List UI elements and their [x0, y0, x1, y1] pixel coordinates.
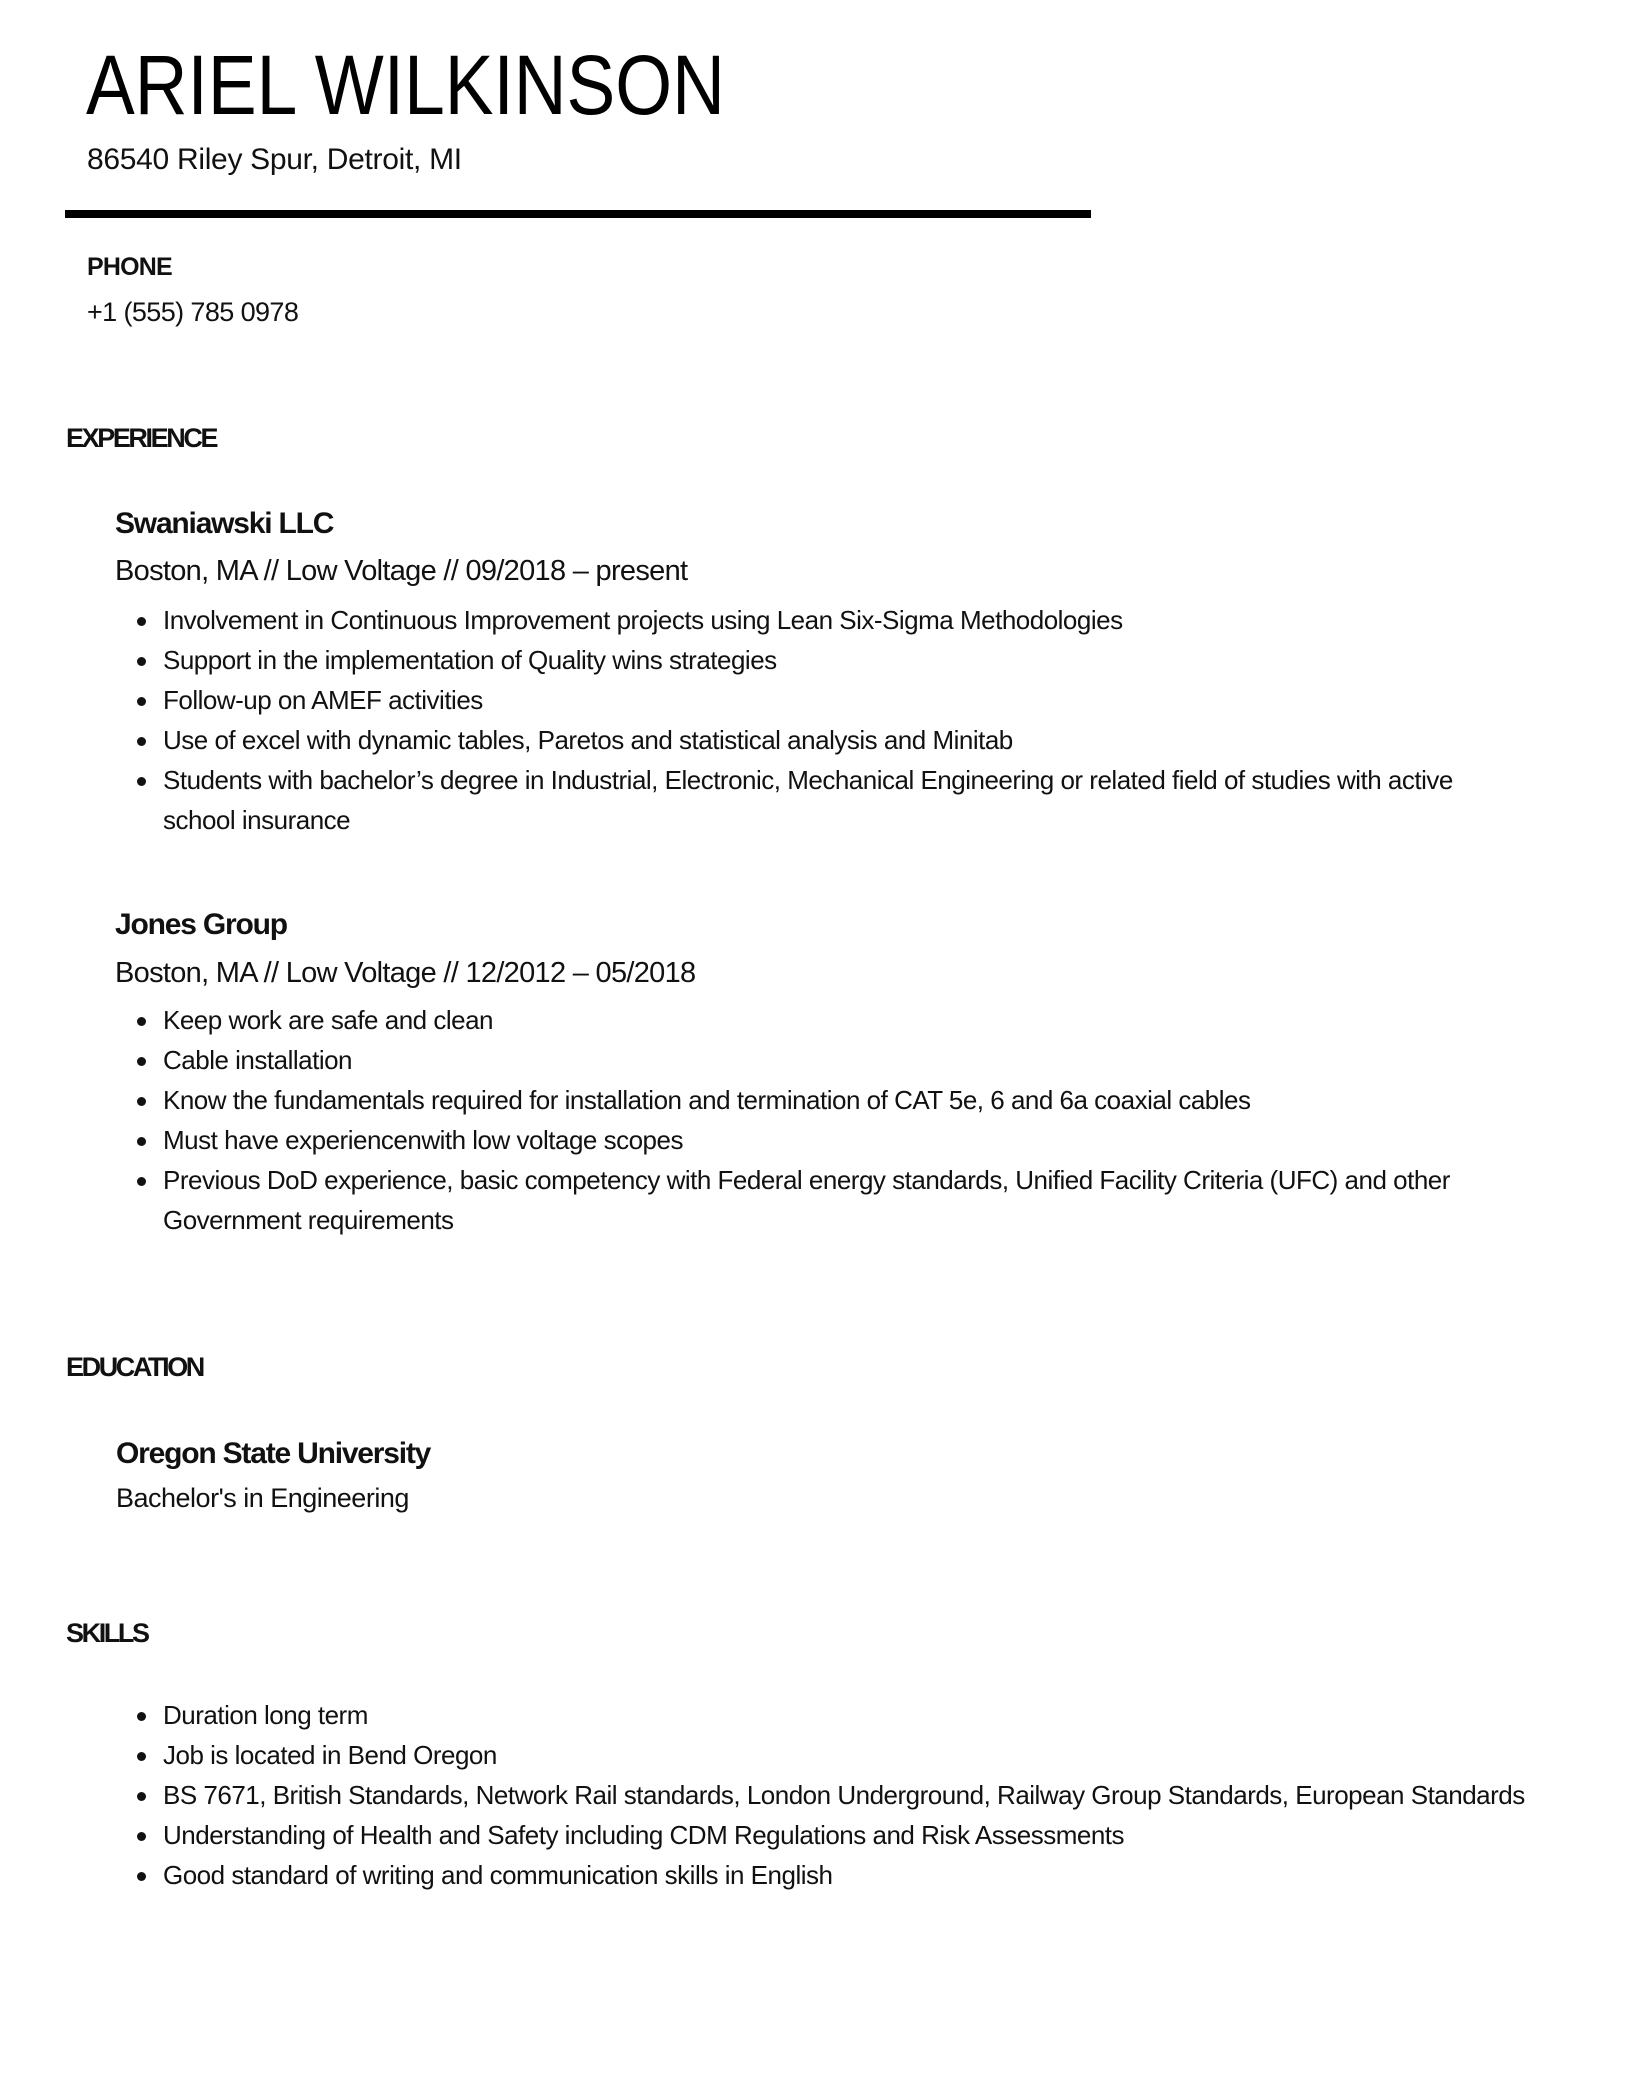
list-item — [0, 1695, 1632, 1735]
bullet-icon — [137, 1137, 146, 1146]
list-item — [0, 1775, 1632, 1815]
list-item-text: Follow-up on AMEF activities — [163, 685, 483, 715]
list-item-text: school insurance — [163, 805, 351, 835]
list-item-text: Understanding of Health and Safety including CDM Regulations and Risk Assessments — [163, 1820, 1125, 1850]
list-item-text: Involvement in Continuous Improvement projects using Lean Six-Sigma Methodologies — [163, 605, 1123, 635]
education-school: Oregon State University — [116, 1437, 431, 1470]
list-item — [0, 1855, 1632, 1895]
bullet-icon — [137, 1832, 146, 1841]
list-item-text: Duration long term — [163, 1700, 368, 1730]
job-details: Boston, MA // Low Voltage // 12/2012 – 05/2018 — [115, 957, 696, 989]
experience-heading: EXPERIENCE — [66, 423, 217, 453]
bullet-icon — [137, 1712, 146, 1721]
job-company: Jones Group — [115, 908, 287, 941]
list-item-text: Government requirements — [163, 1205, 454, 1235]
bullet-icon — [137, 697, 146, 706]
phone-value: +1 (555) 785 0978 — [87, 297, 299, 327]
list-item — [0, 1120, 1632, 1160]
list-item-text: Students with bachelor’s degree in Industrial, Electronic, Mechanical Engineering or related field of studies with active — [163, 765, 1453, 795]
list-item — [0, 1815, 1632, 1855]
header-divider — [65, 210, 1091, 218]
list-item-text: Previous DoD experience, basic competency with Federal energy standards, Unified Facility Criteria (UFC) and other — [163, 1165, 1450, 1195]
candidate-name: ARIEL WILKINSON — [86, 38, 725, 132]
list-item — [0, 760, 1632, 840]
bullet-icon — [137, 777, 146, 786]
bullet-icon — [137, 1872, 146, 1881]
list-item — [0, 1000, 1632, 1040]
list-item — [0, 1160, 1632, 1240]
job-bullet-list — [0, 1000, 1632, 1240]
list-item — [0, 720, 1632, 760]
education-degree: Bachelor's in Engineering — [116, 1483, 409, 1513]
list-item-text: Good standard of writing and communication skills in English — [163, 1860, 833, 1890]
education-heading: EDUCATION — [66, 1352, 203, 1382]
bullet-icon — [137, 1752, 146, 1761]
list-item — [0, 640, 1632, 680]
list-item — [0, 680, 1632, 720]
list-item-text: Keep work are safe and clean — [163, 1005, 493, 1035]
list-item — [0, 1040, 1632, 1080]
bullet-icon — [137, 657, 146, 666]
job-bullet-list — [0, 600, 1632, 840]
job-details: Boston, MA // Low Voltage // 09/2018 – present — [115, 555, 688, 587]
list-item — [0, 600, 1632, 640]
job-company: Swaniawski LLC — [115, 507, 334, 540]
bullet-icon — [137, 737, 146, 746]
bullet-icon — [137, 1792, 146, 1801]
list-item-text: Job is located in Bend Oregon — [163, 1740, 497, 1770]
list-item-text: BS 7671, British Standards, Network Rail standards, London Underground, Railway Group Standards, European Standards — [163, 1780, 1525, 1810]
list-item-text: Use of excel with dynamic tables, Paretos and statistical analysis and Minitab — [163, 725, 1013, 755]
bullet-icon — [137, 1097, 146, 1106]
skills-heading: SKILLS — [66, 1618, 148, 1648]
bullet-icon — [137, 1057, 146, 1066]
list-item-text: Cable installation — [163, 1045, 353, 1075]
list-item — [0, 1735, 1632, 1775]
candidate-address: 86540 Riley Spur, Detroit, MI — [87, 143, 462, 176]
bullet-icon — [137, 617, 146, 626]
bullet-icon — [137, 1177, 146, 1186]
skills-bullet-list — [0, 1695, 1632, 1895]
list-item-text: Know the fundamentals required for installation and termination of CAT 5e, 6 and 6a coaxial cables — [163, 1085, 1251, 1115]
bullet-icon — [137, 1017, 146, 1026]
list-item-text: Must have experiencenwith low voltage scopes — [163, 1125, 683, 1155]
phone-label: PHONE — [87, 253, 172, 281]
list-item — [0, 1080, 1632, 1120]
list-item-text: Support in the implementation of Quality wins strategies — [163, 645, 777, 675]
